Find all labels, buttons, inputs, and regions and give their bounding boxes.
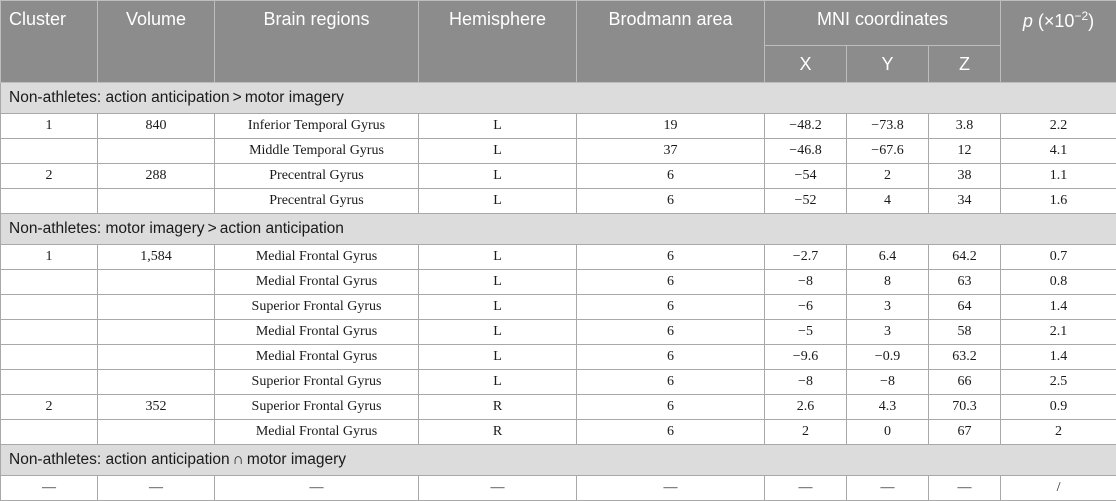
- table-row: [1, 139, 1116, 164]
- cluster-cell: [1, 320, 98, 345]
- brodmann-area-cell: 6: [577, 295, 765, 320]
- brain-region-cell: Medial Frontal Gyrus: [215, 420, 419, 445]
- section-title: Non-athletes: action anticipation ∩ motor imagery: [1, 445, 1116, 476]
- mni-x-cell: −46.8: [765, 139, 847, 164]
- hemisphere-cell: L: [419, 370, 577, 395]
- section-title: Non-athletes: action anticipation > motor imagery: [1, 83, 1116, 114]
- p-value-cell: /: [1001, 476, 1116, 501]
- volume-cell: 352: [98, 395, 215, 420]
- cluster-cell: 2: [1, 164, 98, 189]
- volume-cell: [98, 420, 215, 445]
- mni-y-cell: 4.3: [847, 395, 929, 420]
- brodmann-area-cell: 37: [577, 139, 765, 164]
- section-header-row: [1, 445, 1116, 476]
- mni-x-cell: −2.7: [765, 245, 847, 270]
- mni-z-cell: 64.2: [929, 245, 1001, 270]
- cluster-cell: [1, 189, 98, 214]
- brain-region-cell: Precentral Gyrus: [215, 189, 419, 214]
- mni-z-cell: 3.8: [929, 114, 1001, 139]
- hemisphere-cell: L: [419, 164, 577, 189]
- brodmann-area-cell: —: [577, 476, 765, 501]
- section-header-row: [1, 83, 1116, 114]
- table-row: [1, 189, 1116, 214]
- hemisphere-cell: L: [419, 295, 577, 320]
- brain-region-cell: Inferior Temporal Gyrus: [215, 114, 419, 139]
- volume-cell: [98, 345, 215, 370]
- mni-z-cell: —: [929, 476, 1001, 501]
- header-p-value: [1001, 1, 1116, 83]
- hemisphere-cell: L: [419, 189, 577, 214]
- cluster-cell: [1, 139, 98, 164]
- cluster-cell: 2: [1, 395, 98, 420]
- mni-x-cell: −52: [765, 189, 847, 214]
- table-row: [1, 245, 1116, 270]
- p-value-cell: 1.1: [1001, 164, 1116, 189]
- mni-y-cell: −67.6: [847, 139, 929, 164]
- brodmann-area-cell: 6: [577, 245, 765, 270]
- table-row: [1, 395, 1116, 420]
- mni-z-cell: 70.3: [929, 395, 1001, 420]
- mni-y-cell: —: [847, 476, 929, 501]
- mni-y-cell: 3: [847, 295, 929, 320]
- header-brodmann-area: Brodmann area: [577, 1, 765, 83]
- brodmann-area-cell: 6: [577, 395, 765, 420]
- header-p-close: ): [1088, 11, 1094, 31]
- p-value-cell: 0.9: [1001, 395, 1116, 420]
- header-x: X: [765, 46, 847, 83]
- volume-cell: [98, 270, 215, 295]
- mni-z-cell: 64: [929, 295, 1001, 320]
- table-row: [1, 370, 1116, 395]
- mni-y-cell: 3: [847, 320, 929, 345]
- header-hemisphere: Hemisphere: [419, 1, 577, 83]
- section-header-row: [1, 214, 1116, 245]
- mni-y-cell: 2: [847, 164, 929, 189]
- brain-region-cell: Medial Frontal Gyrus: [215, 345, 419, 370]
- mni-z-cell: 12: [929, 139, 1001, 164]
- header-p-scale: (×10: [1033, 11, 1075, 31]
- cluster-cell: [1, 270, 98, 295]
- volume-cell: [98, 139, 215, 164]
- brodmann-area-cell: 6: [577, 345, 765, 370]
- mni-y-cell: 6.4: [847, 245, 929, 270]
- brain-region-cell: Precentral Gyrus: [215, 164, 419, 189]
- brodmann-area-cell: 6: [577, 164, 765, 189]
- hemisphere-cell: L: [419, 114, 577, 139]
- header-brain-regions: Brain regions: [215, 1, 419, 83]
- table-row: [1, 320, 1116, 345]
- brodmann-area-cell: 6: [577, 370, 765, 395]
- mni-z-cell: 67: [929, 420, 1001, 445]
- table-row: [1, 476, 1116, 501]
- hemisphere-cell: L: [419, 320, 577, 345]
- mni-y-cell: 4: [847, 189, 929, 214]
- brodmann-area-cell: 6: [577, 420, 765, 445]
- brain-region-cell: —: [215, 476, 419, 501]
- mni-x-cell: −8: [765, 270, 847, 295]
- mni-y-cell: −0.9: [847, 345, 929, 370]
- hemisphere-cell: L: [419, 139, 577, 164]
- mni-y-cell: −8: [847, 370, 929, 395]
- cluster-cell: [1, 345, 98, 370]
- hemisphere-cell: L: [419, 270, 577, 295]
- table-row: [1, 295, 1116, 320]
- mni-x-cell: 2: [765, 420, 847, 445]
- p-value-cell: 2.5: [1001, 370, 1116, 395]
- table-body: [1, 83, 1116, 501]
- cluster-cell: [1, 370, 98, 395]
- table-row: [1, 420, 1116, 445]
- mni-y-cell: 0: [847, 420, 929, 445]
- hemisphere-cell: R: [419, 395, 577, 420]
- header-row: [1, 1, 1116, 46]
- mni-x-cell: —: [765, 476, 847, 501]
- mni-y-cell: −73.8: [847, 114, 929, 139]
- cluster-cell: [1, 420, 98, 445]
- mni-y-cell: 8: [847, 270, 929, 295]
- brodmann-area-cell: 19: [577, 114, 765, 139]
- cluster-cell: [1, 295, 98, 320]
- volume-cell: 288: [98, 164, 215, 189]
- p-value-cell: 2.2: [1001, 114, 1116, 139]
- p-value-cell: 2.1: [1001, 320, 1116, 345]
- volume-cell: —: [98, 476, 215, 501]
- table-row: [1, 270, 1116, 295]
- brain-region-cell: Superior Frontal Gyrus: [215, 295, 419, 320]
- table-row: [1, 164, 1116, 189]
- header-z: Z: [929, 46, 1001, 83]
- section-title: Non-athletes: motor imagery > action anticipation: [1, 214, 1116, 245]
- table-row: [1, 114, 1116, 139]
- mni-x-cell: −8: [765, 370, 847, 395]
- brain-region-cell: Medial Frontal Gyrus: [215, 320, 419, 345]
- volume-cell: 840: [98, 114, 215, 139]
- brodmann-area-cell: 6: [577, 189, 765, 214]
- hemisphere-cell: —: [419, 476, 577, 501]
- p-value-cell: 0.7: [1001, 245, 1116, 270]
- header-p-symbol: p: [1023, 11, 1033, 31]
- cluster-cell: 1: [1, 245, 98, 270]
- hemisphere-cell: L: [419, 245, 577, 270]
- brodmann-area-cell: 6: [577, 320, 765, 345]
- mni-z-cell: 66: [929, 370, 1001, 395]
- mni-x-cell: −48.2: [765, 114, 847, 139]
- hemisphere-cell: L: [419, 345, 577, 370]
- volume-cell: [98, 370, 215, 395]
- brain-region-cell: Middle Temporal Gyrus: [215, 139, 419, 164]
- p-value-cell: 1.4: [1001, 295, 1116, 320]
- header-cluster: Cluster: [1, 1, 98, 83]
- mni-z-cell: 58: [929, 320, 1001, 345]
- volume-cell: [98, 189, 215, 214]
- p-value-cell: 4.1: [1001, 139, 1116, 164]
- brain-region-cell: Superior Frontal Gyrus: [215, 370, 419, 395]
- header-mni-coordinates: MNI coordinates: [765, 1, 1001, 46]
- table-row: [1, 345, 1116, 370]
- mni-z-cell: 38: [929, 164, 1001, 189]
- volume-cell: [98, 320, 215, 345]
- volume-cell: [98, 295, 215, 320]
- mni-x-cell: −6: [765, 295, 847, 320]
- mni-z-cell: 34: [929, 189, 1001, 214]
- hemisphere-cell: R: [419, 420, 577, 445]
- cluster-cell: 1: [1, 114, 98, 139]
- mni-x-cell: −9.6: [765, 345, 847, 370]
- p-value-cell: 0.8: [1001, 270, 1116, 295]
- mni-x-cell: 2.6: [765, 395, 847, 420]
- header-p-exponent: −2: [1074, 9, 1088, 23]
- p-value-cell: 1.6: [1001, 189, 1116, 214]
- brain-region-cell: Superior Frontal Gyrus: [215, 395, 419, 420]
- p-value-cell: 1.4: [1001, 345, 1116, 370]
- mni-z-cell: 63.2: [929, 345, 1001, 370]
- p-value-cell: 2: [1001, 420, 1116, 445]
- volume-cell: 1,584: [98, 245, 215, 270]
- mni-z-cell: 63: [929, 270, 1001, 295]
- header-y: Y: [847, 46, 929, 83]
- brodmann-area-cell: 6: [577, 270, 765, 295]
- header-volume: Volume: [98, 1, 215, 83]
- cluster-cell: —: [1, 476, 98, 501]
- mni-x-cell: −5: [765, 320, 847, 345]
- brain-region-cell: Medial Frontal Gyrus: [215, 245, 419, 270]
- brain-region-cell: Medial Frontal Gyrus: [215, 270, 419, 295]
- mni-x-cell: −54: [765, 164, 847, 189]
